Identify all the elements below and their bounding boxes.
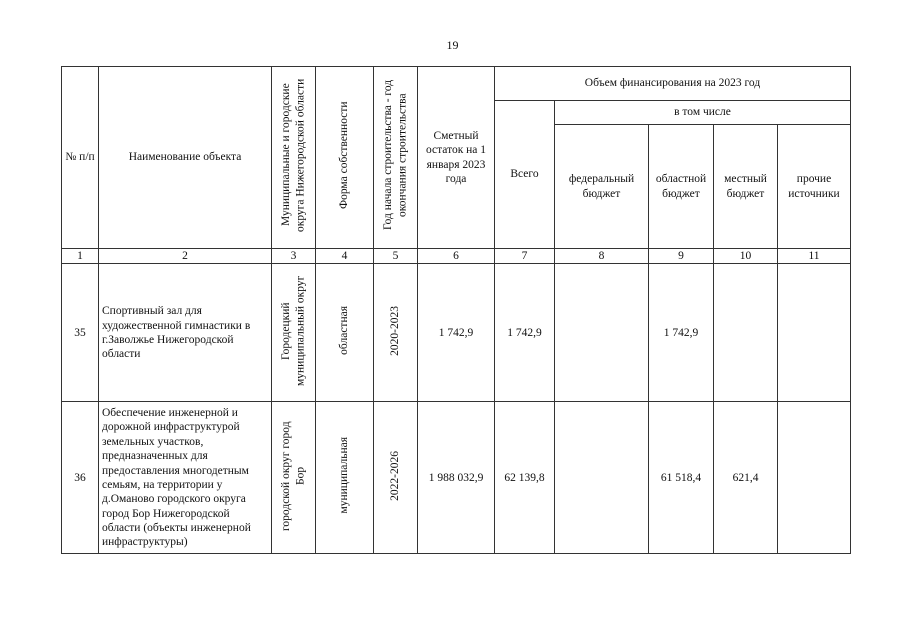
row-municipality-cell [272,402,316,554]
header-years-cell [374,67,418,249]
column-number: 9 [649,249,714,264]
row-total: 62 139,8 [495,402,555,554]
row-years: 2022-2026 [389,450,402,501]
header-including: в том числе [555,101,851,125]
financing-table [61,66,851,554]
row-regional: 61 518,4 [649,402,714,554]
row-years-cell [374,402,418,554]
header-financing-group: Объем финансирования на 2023 год [495,67,851,101]
header-num: № п/п [62,67,99,249]
header-total: Всего [495,101,555,249]
row-local [714,264,778,402]
row-other [778,264,851,402]
row-estimated-remainder: 1 742,9 [418,264,495,402]
column-number: 1 [62,249,99,264]
column-number: 4 [316,249,374,264]
row-name: Спортивный зал для художественной гимнастики в г.Заволжье Нижегородской области [99,264,272,402]
header-ownership-cell [316,67,374,249]
header-federal: федеральный бюджет [555,125,649,249]
header-name: Наименование объекта [99,67,272,249]
column-number: 7 [495,249,555,264]
row-other [778,402,851,554]
row-num: 36 [62,402,99,554]
header-municipality: Муниципальные и городские округа Нижегородской области [280,78,307,232]
column-number: 3 [272,249,316,264]
row-total: 1 742,9 [495,264,555,402]
row-regional: 1 742,9 [649,264,714,402]
row-ownership-cell [316,264,374,402]
row-years: 2020-2023 [389,305,402,356]
row-name: Обеспечение инженерной и дорожной инфраструктурой земельных участков, предназначенных для предоставления многодетным семьям, на территории у д.Оманово городского округа город Бор Нижегородской области (объекты инженерной инфраструктуры) [99,402,272,554]
row-municipality: городской округ город Бор [280,420,307,531]
header-estimated-remainder: Сметный остаток на 1 января 2023 года [418,67,495,249]
row-years-cell [374,264,418,402]
column-number: 10 [714,249,778,264]
table-row [62,264,851,402]
column-number: 11 [778,249,851,264]
row-num: 35 [62,264,99,402]
column-number: 5 [374,249,418,264]
row-federal [555,264,649,402]
page-number: 19 [446,38,459,52]
row-local: 621,4 [714,402,778,554]
header-regional: областной бюджет [649,125,714,249]
column-number: 2 [99,249,272,264]
row-ownership: областная [338,306,351,356]
table-row [62,402,851,554]
header-ownership: Форма собственности [338,101,351,210]
column-number: 6 [418,249,495,264]
column-number: 8 [555,249,649,264]
row-ownership-cell [316,402,374,554]
header-other: прочие источники [778,125,851,249]
header-municipality-cell [272,67,316,249]
row-federal [555,402,649,554]
row-municipality-cell [272,264,316,402]
header-years: Год начала строительства - год окончания строительства [382,80,409,231]
header-local: местный бюджет [714,125,778,249]
row-municipality: Городецкий муниципальный округ [280,275,307,386]
row-ownership: муниципальная [338,437,351,514]
row-estimated-remainder: 1 988 032,9 [418,402,495,554]
